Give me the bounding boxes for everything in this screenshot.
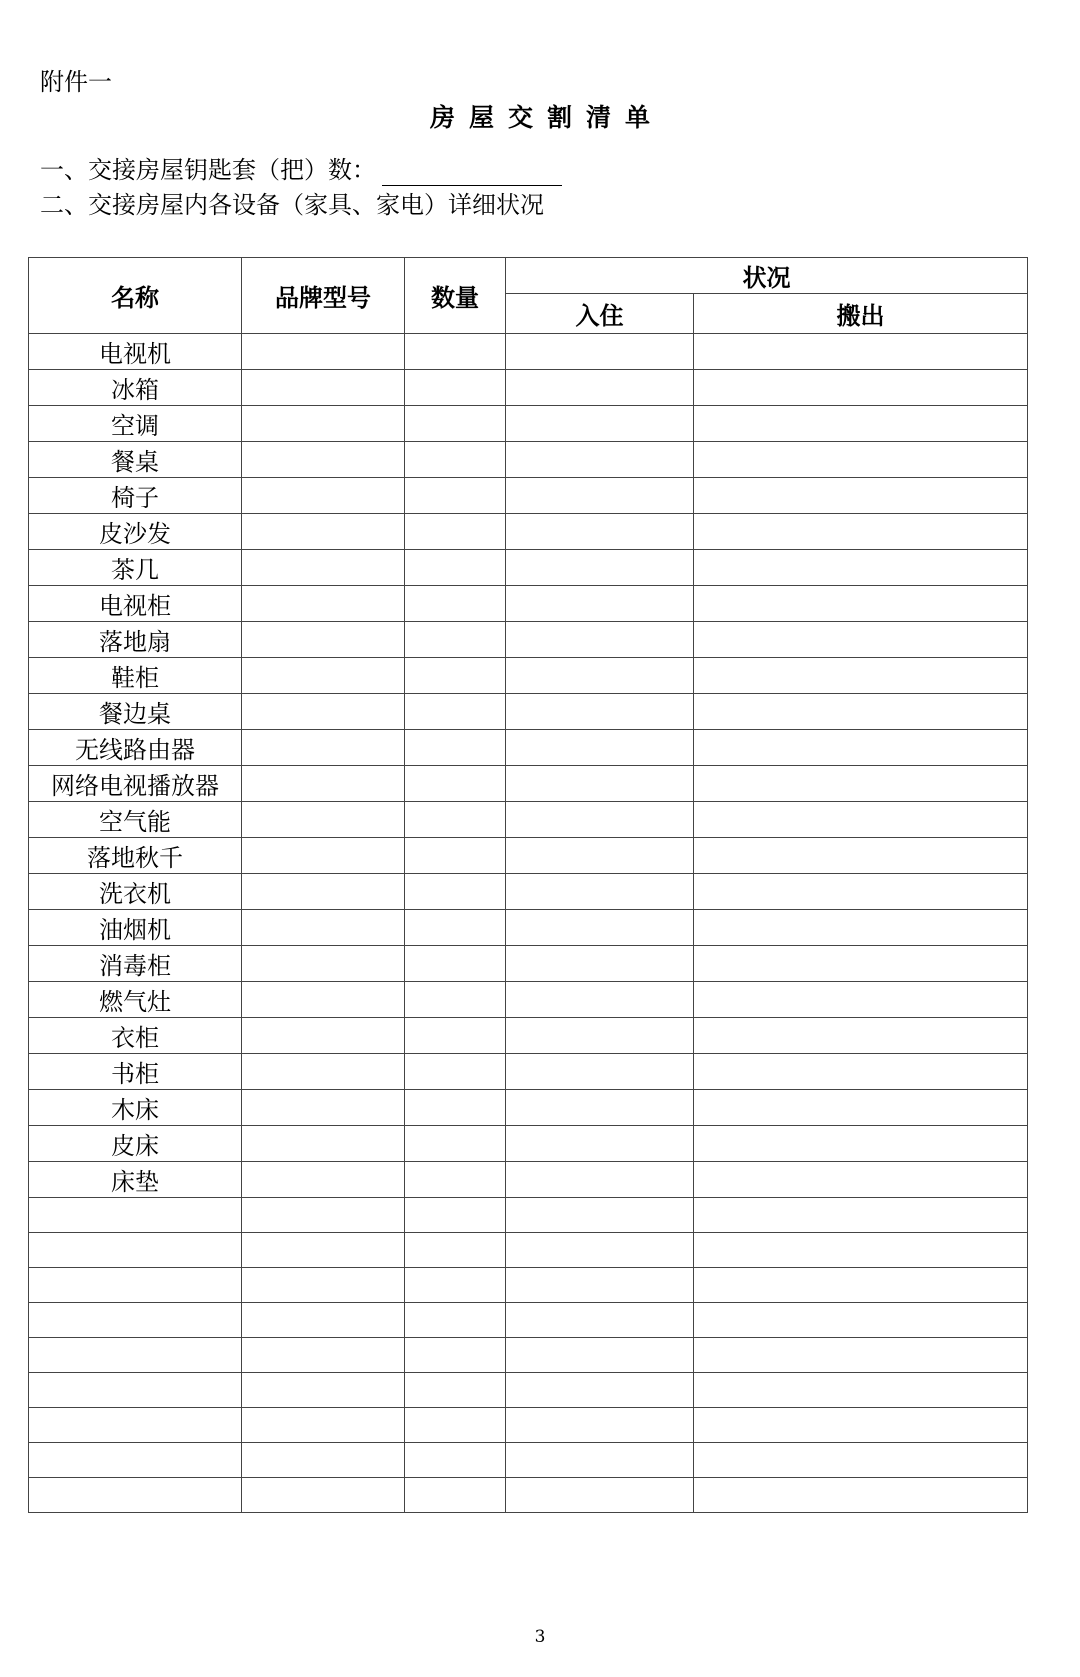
table-row [29, 1443, 1028, 1478]
move-out-cell[interactable] [694, 1233, 1028, 1268]
move-out-cell[interactable] [694, 694, 1028, 730]
move-in-cell[interactable] [506, 1126, 694, 1162]
table-row [29, 658, 1028, 694]
quantity-cell[interactable] [405, 1443, 506, 1478]
move-in-cell[interactable] [506, 982, 694, 1018]
quantity-cell[interactable] [405, 1408, 506, 1443]
brand-model-cell[interactable] [242, 730, 405, 766]
table-row [29, 406, 1028, 442]
move-out-cell[interactable] [694, 1443, 1028, 1478]
quantity-cell[interactable] [405, 730, 506, 766]
move-out-cell[interactable] [694, 1090, 1028, 1126]
move-in-cell[interactable] [506, 406, 694, 442]
move-in-cell[interactable] [506, 1018, 694, 1054]
brand-model-cell[interactable] [242, 766, 405, 802]
move-out-cell[interactable] [694, 838, 1028, 874]
move-in-cell[interactable] [506, 478, 694, 514]
table-row [29, 1338, 1028, 1373]
brand-model-cell[interactable] [242, 514, 405, 550]
move-out-cell[interactable] [694, 730, 1028, 766]
move-in-cell[interactable] [506, 586, 694, 622]
table-row [29, 1373, 1028, 1408]
quantity-cell[interactable] [405, 370, 506, 406]
item-name-cell: 洗衣机 [29, 874, 242, 910]
quantity-cell[interactable] [405, 1090, 506, 1126]
move-in-cell[interactable] [506, 766, 694, 802]
item-name-cell: 空调 [29, 406, 242, 442]
table-row [29, 586, 1028, 622]
quantity-cell[interactable] [405, 946, 506, 982]
brand-model-cell[interactable] [242, 1054, 405, 1090]
move-in-cell[interactable] [506, 694, 694, 730]
brand-model-cell[interactable] [242, 1268, 405, 1303]
quantity-cell[interactable] [405, 1198, 506, 1233]
keys-count-blank[interactable] [382, 159, 562, 186]
brand-model-cell[interactable] [242, 406, 405, 442]
move-out-cell[interactable] [694, 1478, 1028, 1513]
move-out-cell[interactable] [694, 442, 1028, 478]
brand-model-cell[interactable] [242, 1338, 405, 1373]
move-in-cell[interactable] [506, 838, 694, 874]
move-in-cell[interactable] [506, 802, 694, 838]
move-out-cell[interactable] [694, 1198, 1028, 1233]
item-name-cell: 皮床 [29, 1126, 242, 1162]
brand-model-cell[interactable] [242, 982, 405, 1018]
move-in-cell[interactable] [506, 442, 694, 478]
quantity-cell[interactable] [405, 1162, 506, 1198]
item-name-cell [29, 1233, 242, 1268]
brand-model-cell[interactable] [242, 370, 405, 406]
move-out-cell[interactable] [694, 1338, 1028, 1373]
move-in-cell[interactable] [506, 1268, 694, 1303]
move-out-cell[interactable] [694, 334, 1028, 370]
move-out-cell[interactable] [694, 910, 1028, 946]
table-row [29, 1090, 1028, 1126]
header-status: 状况 [506, 258, 1028, 294]
table-row [29, 982, 1028, 1018]
item-name-cell [29, 1478, 242, 1513]
table-row [29, 946, 1028, 982]
table-row [29, 1408, 1028, 1443]
quantity-cell[interactable] [405, 406, 506, 442]
brand-model-cell[interactable] [242, 1478, 405, 1513]
quantity-cell[interactable] [405, 1268, 506, 1303]
table-row [29, 550, 1028, 586]
brand-model-cell[interactable] [242, 802, 405, 838]
move-out-cell[interactable] [694, 946, 1028, 982]
quantity-cell[interactable] [405, 586, 506, 622]
move-out-cell[interactable] [694, 658, 1028, 694]
move-out-cell[interactable] [694, 406, 1028, 442]
move-out-cell[interactable] [694, 982, 1028, 1018]
brand-model-cell[interactable] [242, 478, 405, 514]
quantity-cell[interactable] [405, 694, 506, 730]
item-name-cell: 落地秋千 [29, 838, 242, 874]
quantity-cell[interactable] [405, 622, 506, 658]
table-row [29, 1268, 1028, 1303]
move-out-cell[interactable] [694, 1268, 1028, 1303]
quantity-cell[interactable] [405, 658, 506, 694]
equipment-status-heading: 二、交接房屋内各设备（家具、家电）详细状况 [40, 191, 544, 219]
move-in-cell[interactable] [506, 1373, 694, 1408]
table-row [29, 694, 1028, 730]
brand-model-cell[interactable] [242, 334, 405, 370]
quantity-cell[interactable] [405, 802, 506, 838]
move-in-cell[interactable] [506, 1408, 694, 1443]
quantity-cell[interactable] [405, 910, 506, 946]
header-brand-model: 品牌型号 [242, 258, 405, 334]
brand-model-cell[interactable] [242, 1126, 405, 1162]
table-row [29, 1162, 1028, 1198]
move-in-cell[interactable] [506, 910, 694, 946]
brand-model-cell[interactable] [242, 550, 405, 586]
table-row [29, 370, 1028, 406]
quantity-cell[interactable] [405, 514, 506, 550]
header-quantity: 数量 [405, 258, 506, 334]
move-out-cell[interactable] [694, 550, 1028, 586]
item-name-cell: 油烟机 [29, 910, 242, 946]
move-in-cell[interactable] [506, 370, 694, 406]
header-move-in: 入住 [506, 294, 694, 334]
move-in-cell[interactable] [506, 622, 694, 658]
table-row [29, 1233, 1028, 1268]
table-row [29, 1054, 1028, 1090]
move-out-cell[interactable] [694, 514, 1028, 550]
move-in-cell[interactable] [506, 1338, 694, 1373]
attachment-label: 附件一 [40, 68, 112, 96]
brand-model-cell[interactable] [242, 586, 405, 622]
handover-table [28, 257, 1028, 1513]
move-in-cell[interactable] [506, 1443, 694, 1478]
move-out-cell[interactable] [694, 1303, 1028, 1338]
item-name-cell [29, 1373, 242, 1408]
item-name-cell: 木床 [29, 1090, 242, 1126]
brand-model-cell[interactable] [242, 1198, 405, 1233]
move-in-cell[interactable] [506, 730, 694, 766]
move-in-cell[interactable] [506, 658, 694, 694]
page-number: 3 [534, 1627, 546, 1647]
quantity-cell[interactable] [405, 982, 506, 1018]
move-out-cell[interactable] [694, 766, 1028, 802]
brand-model-cell[interactable] [242, 442, 405, 478]
table-row [29, 514, 1028, 550]
brand-model-cell[interactable] [242, 694, 405, 730]
brand-model-cell[interactable] [242, 946, 405, 982]
brand-model-cell[interactable] [242, 1162, 405, 1198]
item-name-cell: 电视柜 [29, 586, 242, 622]
move-out-cell[interactable] [694, 802, 1028, 838]
item-name-cell: 书柜 [29, 1054, 242, 1090]
table-row [29, 766, 1028, 802]
item-name-cell: 冰箱 [29, 370, 242, 406]
item-name-cell [29, 1303, 242, 1338]
brand-model-cell[interactable] [242, 1443, 405, 1478]
move-in-cell[interactable] [506, 1162, 694, 1198]
move-out-cell[interactable] [694, 1408, 1028, 1443]
item-name-cell: 餐桌 [29, 442, 242, 478]
table-row [29, 1303, 1028, 1338]
item-name-cell: 皮沙发 [29, 514, 242, 550]
document-title: 房屋交割清单 [429, 103, 664, 132]
brand-model-cell[interactable] [242, 1090, 405, 1126]
move-in-cell[interactable] [506, 1090, 694, 1126]
move-out-cell[interactable] [694, 874, 1028, 910]
quantity-cell[interactable] [405, 1478, 506, 1513]
brand-model-cell[interactable] [242, 910, 405, 946]
brand-model-cell[interactable] [242, 1408, 405, 1443]
move-in-cell[interactable] [506, 514, 694, 550]
brand-model-cell[interactable] [242, 1373, 405, 1408]
keys-count-line [40, 154, 562, 186]
item-name-cell: 落地扇 [29, 622, 242, 658]
item-name-cell: 燃气灶 [29, 982, 242, 1018]
move-in-cell[interactable] [506, 550, 694, 586]
quantity-cell[interactable] [405, 442, 506, 478]
table-row [29, 1126, 1028, 1162]
move-in-cell[interactable] [506, 334, 694, 370]
table-row [29, 1018, 1028, 1054]
move-out-cell[interactable] [694, 1054, 1028, 1090]
quantity-cell[interactable] [405, 766, 506, 802]
move-out-cell[interactable] [694, 622, 1028, 658]
move-out-cell[interactable] [694, 370, 1028, 406]
item-name-cell: 餐边桌 [29, 694, 242, 730]
table-row [29, 838, 1028, 874]
item-name-cell [29, 1443, 242, 1478]
brand-model-cell[interactable] [242, 1018, 405, 1054]
item-name-cell: 床垫 [29, 1162, 242, 1198]
brand-model-cell[interactable] [242, 1233, 405, 1268]
move-out-cell[interactable] [694, 1126, 1028, 1162]
move-out-cell[interactable] [694, 1018, 1028, 1054]
item-name-cell: 电视机 [29, 334, 242, 370]
brand-model-cell[interactable] [242, 658, 405, 694]
move-out-cell[interactable] [694, 1373, 1028, 1408]
header-move-out: 搬出 [694, 294, 1028, 334]
move-in-cell[interactable] [506, 1198, 694, 1233]
item-name-cell: 鞋柜 [29, 658, 242, 694]
table-row [29, 622, 1028, 658]
table-row [29, 478, 1028, 514]
quantity-cell[interactable] [405, 1303, 506, 1338]
item-name-cell: 消毒柜 [29, 946, 242, 982]
move-in-cell[interactable] [506, 1054, 694, 1090]
move-in-cell[interactable] [506, 1478, 694, 1513]
move-in-cell[interactable] [506, 1303, 694, 1338]
table-row [29, 874, 1028, 910]
table-row [29, 334, 1028, 370]
item-name-cell [29, 1268, 242, 1303]
move-out-cell[interactable] [694, 478, 1028, 514]
item-name-cell [29, 1198, 242, 1233]
quantity-cell[interactable] [405, 1054, 506, 1090]
item-name-cell: 茶几 [29, 550, 242, 586]
quantity-cell[interactable] [405, 1233, 506, 1268]
quantity-cell[interactable] [405, 478, 506, 514]
table-row [29, 730, 1028, 766]
item-name-cell: 椅子 [29, 478, 242, 514]
item-name-cell [29, 1408, 242, 1443]
item-name-cell [29, 1338, 242, 1373]
brand-model-cell[interactable] [242, 1303, 405, 1338]
table-row [29, 802, 1028, 838]
item-name-cell: 网络电视播放器 [29, 766, 242, 802]
quantity-cell[interactable] [405, 1338, 506, 1373]
table-row [29, 910, 1028, 946]
quantity-cell[interactable] [405, 334, 506, 370]
quantity-cell[interactable] [405, 874, 506, 910]
table-row [29, 1198, 1028, 1233]
item-name-cell: 无线路由器 [29, 730, 242, 766]
quantity-cell[interactable] [405, 838, 506, 874]
move-in-cell[interactable] [506, 946, 694, 982]
table-row [29, 1478, 1028, 1513]
move-out-cell[interactable] [694, 586, 1028, 622]
move-in-cell[interactable] [506, 874, 694, 910]
brand-model-cell[interactable] [242, 622, 405, 658]
table-row [29, 442, 1028, 478]
quantity-cell[interactable] [405, 550, 506, 586]
item-name-cell: 衣柜 [29, 1018, 242, 1054]
quantity-cell[interactable] [405, 1126, 506, 1162]
move-out-cell[interactable] [694, 1162, 1028, 1198]
quantity-cell[interactable] [405, 1018, 506, 1054]
quantity-cell[interactable] [405, 1373, 506, 1408]
item-name-cell: 空气能 [29, 802, 242, 838]
keys-count-label: 一、交接房屋钥匙套（把）数： [40, 156, 376, 184]
header-name: 名称 [29, 258, 242, 334]
move-in-cell[interactable] [506, 1233, 694, 1268]
brand-model-cell[interactable] [242, 874, 405, 910]
brand-model-cell[interactable] [242, 838, 405, 874]
